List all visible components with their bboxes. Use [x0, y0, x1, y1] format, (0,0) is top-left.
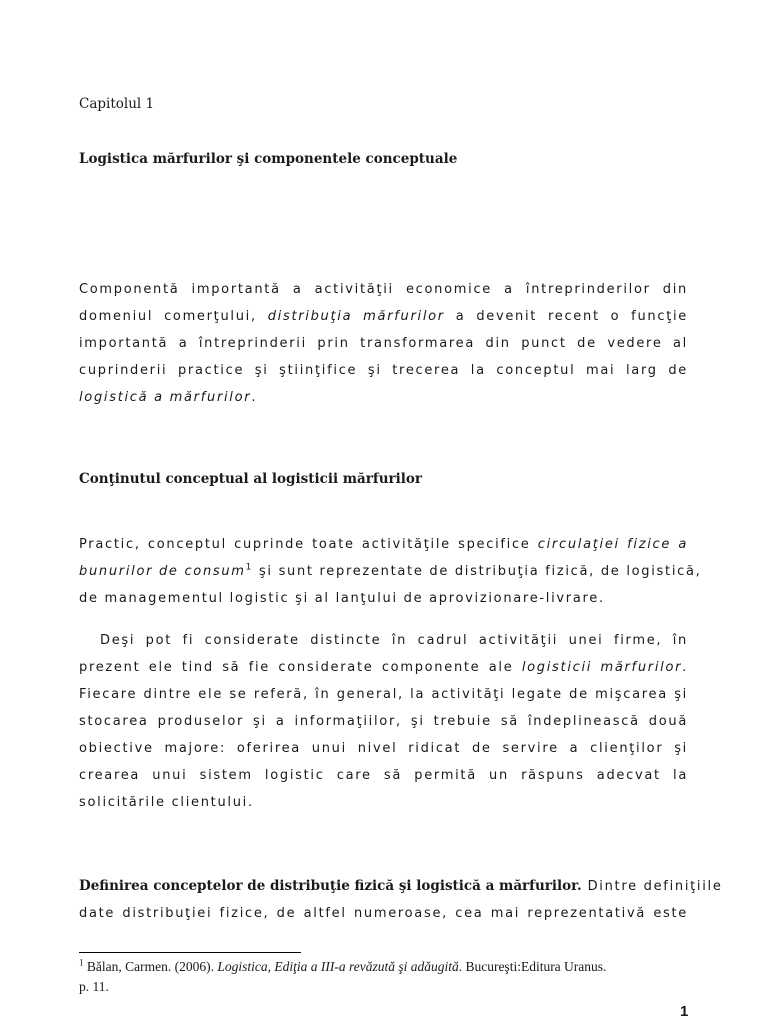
para1-line1: Componentă importantă a activităţii economice a întreprinderilor din [79, 282, 688, 297]
definition-heading: Definirea conceptelor de distribuţie fizică şi logistică a mărfurilor. [79, 878, 582, 894]
emphasis-distributia: distribuţia mărfurilor [267, 309, 445, 324]
footnote [79, 957, 699, 997]
emphasis-logisticii: logisticii mărfurilor [521, 660, 683, 675]
para3-line4: stocarea produselor şi a informaţiilor, şi trebuie să îndeplinească două [79, 714, 688, 729]
paragraph-intro [79, 276, 688, 411]
para4-line2: date distribuţiei fizice, de altfel numeroase, cea mai reprezentativă este [79, 906, 688, 921]
section-heading-continutul: Conţinutul conceptual al logisticii mărfurilor [79, 471, 423, 487]
para3-line1: Deşi pot fi considerate distincte în cadrul activităţii unei firme, în [100, 633, 688, 648]
emphasis-logistica: logistică a mărfurilor [79, 390, 252, 405]
emphasis-circulatiei: circulaţiei fizice a [537, 537, 688, 552]
chapter-title: Logistica mărfurilor şi componentele conceptuale [79, 151, 458, 167]
footnote-line1: $^1$ Bălan, Carmen. (2006). Logistica, Ediţia a III-a revăzută şi adăugită. Bucureşti:Editura Uranus. [79, 957, 607, 974]
paragraph-practic [79, 531, 702, 612]
para3-line6: crearea unui sistem logistic care să permită un răspuns adecvat la [79, 768, 688, 783]
para3-line5: obiective majore: oferirea unui nivel ridicat de servire a clienţilor şi [79, 741, 688, 756]
paragraph-definirea [79, 873, 723, 927]
para3-line7: solicitările clientului. [79, 795, 254, 810]
chapter-label: Capitolul 1 [79, 96, 155, 112]
para1-line4: cuprinderii practice şi ştiinţifice şi trecerea la conceptul mai larg de [79, 363, 688, 378]
para4-line1: Definirea conceptelor de distribuţie fizică şi logistică a mărfurilor. Dintre definiţiile [79, 878, 723, 894]
paragraph-desi [79, 627, 688, 816]
para1-line2: domeniul comerţului, distribuţia mărfurilor a devenit recent o funcţie [79, 309, 688, 324]
page-number: 1 [680, 1003, 689, 1020]
footnote-ref[interactable]: 1 [245, 562, 254, 573]
para3-line2: prezent ele tind să fie considerate componente ale logisticii mărfurilor. [79, 660, 688, 675]
para2-line1: Practic, conceptul cuprinde toate activităţile specifice circulaţiei fizice a [79, 537, 688, 552]
footnote-divider [79, 952, 301, 953]
para2-line3: de managementul logistic şi al lanţului de aprovizionare-livrare. [79, 591, 605, 606]
para1-line5: logistică a mărfurilor. [79, 390, 258, 405]
emphasis-bunurilor: bunurilor de consum [79, 564, 246, 579]
footnote-book-title: Logistica, Ediţia a III-a revăzută şi adăugită [217, 959, 459, 974]
para2-line2: bunurilor de consum$^1$ şi sunt reprezentate de distribuţia fizică, de logistică, [79, 562, 702, 579]
para1-line3: importantă a întreprinderii prin transformarea din punct de vedere al [79, 336, 688, 351]
para3-line3: Fiecare dintre ele se referă, în general, la activităţi legate de mişcarea şi [79, 687, 688, 702]
footnote-line2: p. 11. [79, 979, 109, 994]
